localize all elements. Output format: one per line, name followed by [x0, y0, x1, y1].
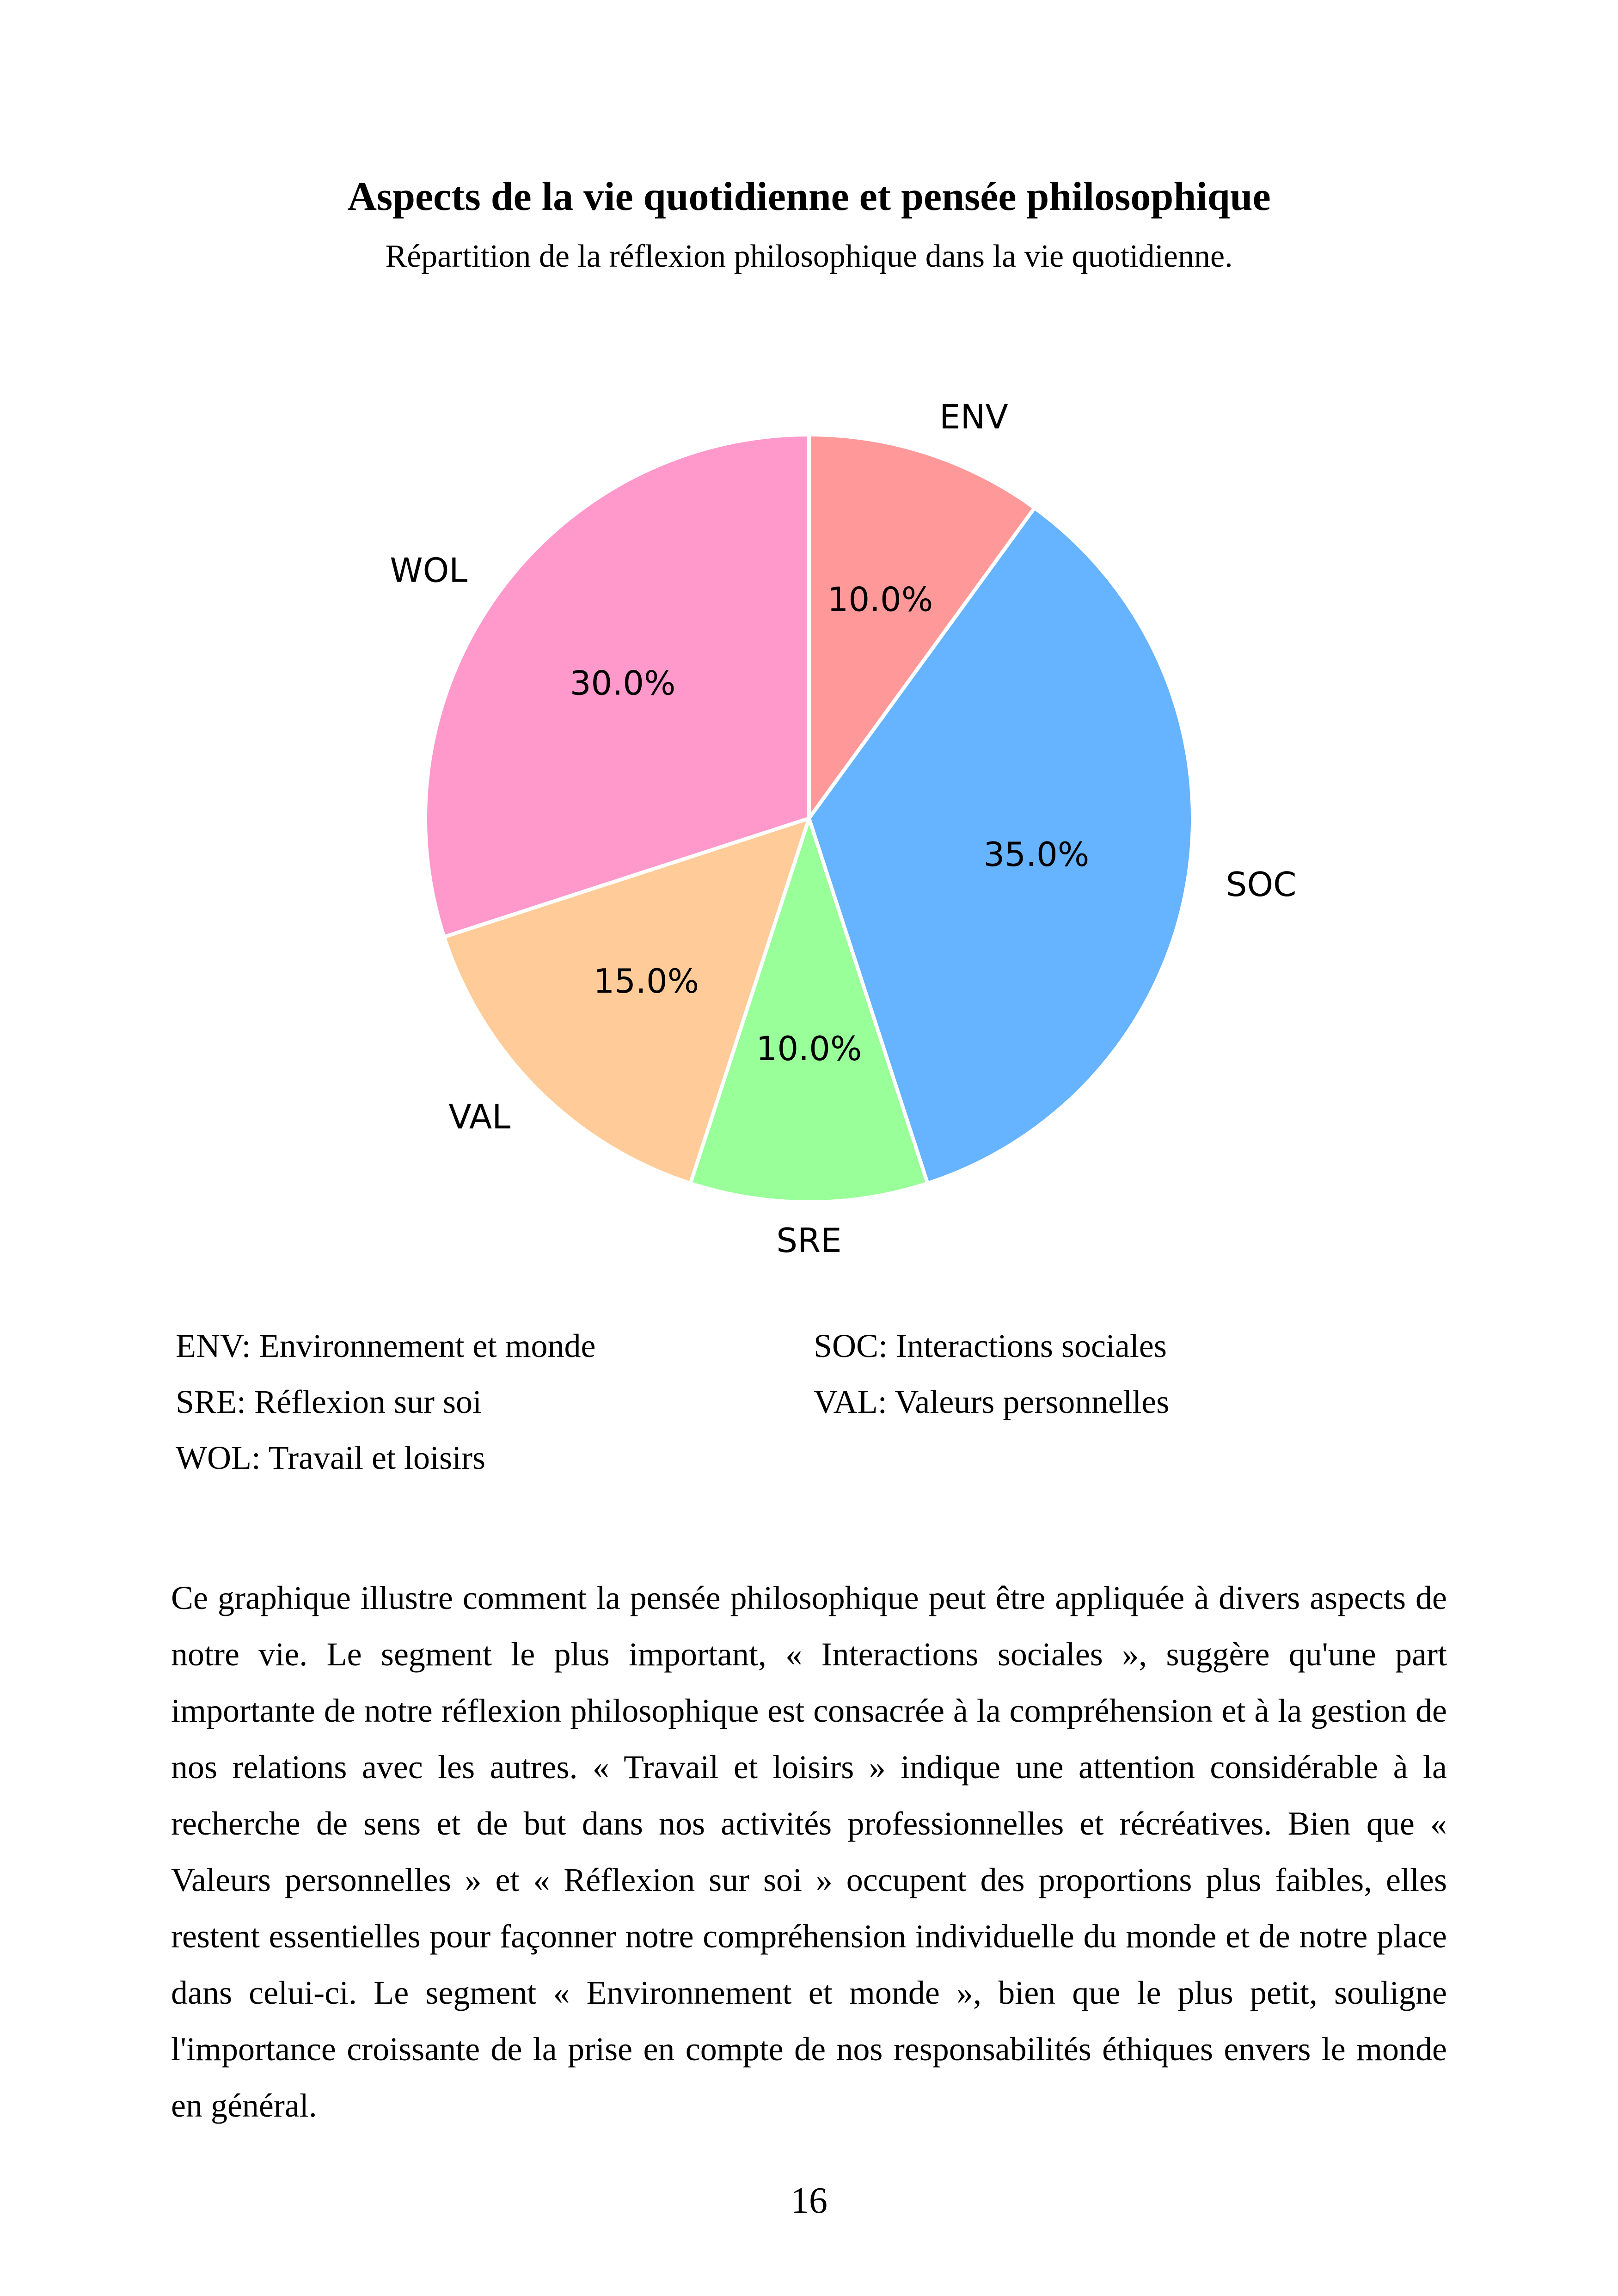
- legend-item-val: VAL: Valeurs personnelles: [814, 1383, 1170, 1420]
- pie-chart: [0, 361, 1618, 1285]
- pie-pct-label-env: 10.0%: [827, 580, 933, 619]
- legend-item-soc: SOC: Interactions sociales: [814, 1327, 1167, 1364]
- chart-subtitle: Répartition de la réflexion philosophique dans la vie quotidienne.: [385, 239, 1233, 274]
- pie-category-label-sre: SRE: [776, 1221, 842, 1260]
- pie-pct-label-sre: 10.0%: [756, 1029, 862, 1068]
- pie-category-label-env: ENV: [939, 397, 1008, 436]
- pie-category-label-wol: WOL: [390, 551, 468, 590]
- description-paragraph: Ce graphique illustre comment la pensée philosophique peut être appliquée à divers aspects de notre vie. Le segment le plus important, « Interactions sociales », suggère qu'une part importante de notre réflexion philosophique est consacrée à la compréhension et à la gestion de nos relations avec les autres. « Travail et loisirs » indique une attention considérable à la recherche de sens et de but dans nos activités professionnelles et récréatives. Bien que « Valeurs personnelles » et « Réflexion sur soi » occupent des proportions plus faibles, elles restent essentielles pour façonner notre compréhension individuelle du monde et de notre place dans celui-ci. Le segment « Environnement et monde », bien que le plus petit, souligne l'importance croissante de la prise en compte de nos responsabilités éthiques envers le monde en général.: [171, 1579, 1447, 2124]
- pie-category-label-val: VAL: [448, 1097, 511, 1136]
- page-number: 16: [791, 2180, 827, 2221]
- legend-item-env: ENV: Environnement et monde: [176, 1327, 596, 1364]
- pie-pct-label-soc: 35.0%: [983, 835, 1090, 874]
- pie-pct-label-val: 15.0%: [593, 962, 699, 1001]
- chart-title: Aspects de la vie quotidienne et pensée philosophique: [347, 174, 1271, 219]
- pie-pct-label-wol: 30.0%: [570, 663, 676, 703]
- pie-category-label-soc: SOC: [1226, 865, 1297, 904]
- legend-item-sre: SRE: Réflexion sur soi: [176, 1383, 482, 1420]
- legend: [176, 1327, 1470, 1477]
- legend-item-wol: WOL: Travail et loisirs: [176, 1439, 485, 1476]
